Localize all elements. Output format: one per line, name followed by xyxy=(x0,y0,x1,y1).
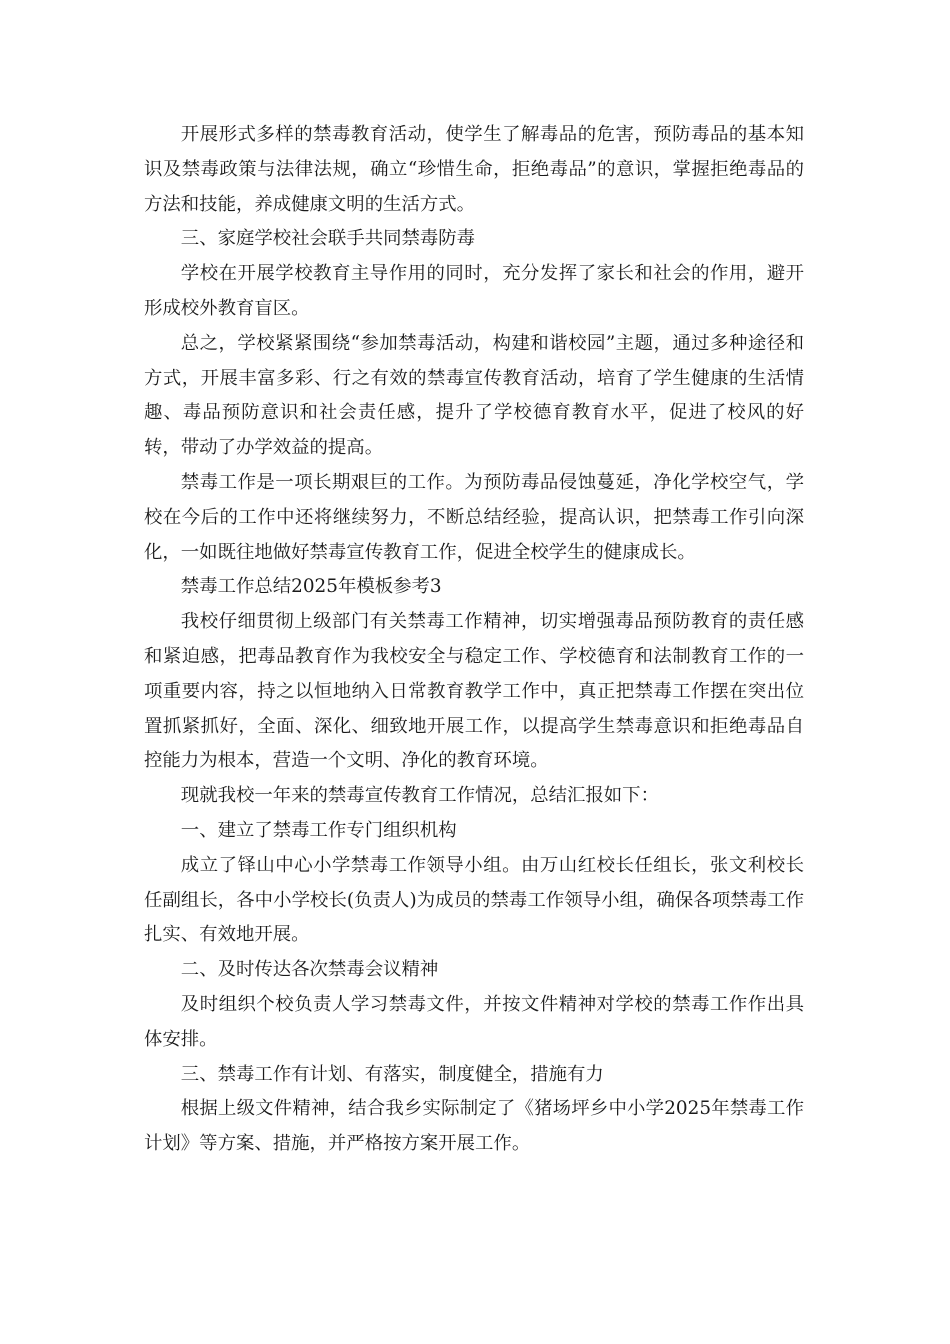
paragraph-report-intro: 现就我校一年来的禁毒宣传教育工作情况，总结汇报如下： xyxy=(180,785,659,807)
document-body xyxy=(144,118,804,1162)
heading-plans-measures: 三、禁毒工作有计划、有落实，制度健全，措施有力 xyxy=(180,1063,604,1085)
paragraph-long-term-work: 禁毒工作是一项长期艰巨的工作。为预防毒品侵蚀蔓延，净化学校空气，学校在今后的工作中还将继续努力，不断总结经验，提高认识，把禁毒工作引向深化，一如既往地做好禁毒宣传教育工作，促进全校学生的健康成长。 xyxy=(144,471,804,563)
heading-template-3: 禁毒工作总结2025年模板参考3 xyxy=(180,576,442,598)
paragraph-work-plan: 根据上级文件精神，结合我乡实际制定了《猪场坪乡中小学2025年禁毒工作计划》等方案、措施，并严格按方案开展工作。 xyxy=(144,1098,804,1155)
paragraph-implementation: 我校仔细贯彻上级部门有关禁毒工作精神，切实增强毒品预防教育的责任感和紧迫感，把毒品教育作为我校安全与稳定工作、学校德育和法制教育工作的一项重要内容，持之以恒地纳入日常教育教学工作中，真正把禁毒工作摆在突出位置抓紧抓好，全面、深化、细致地开展工作，以提高学生禁毒意识和拒绝毒品自控能力为根本，营造一个文明、净化的教育环境。 xyxy=(144,611,804,772)
heading-organization: 一、建立了禁毒工作专门组织机构 xyxy=(180,819,457,841)
paragraph-summary: 总之，学校紧紧围绕“参加禁毒活动，构建和谐校园”主题，通过多种途径和方式，开展丰富多彩、行之有效的禁毒宣传教育活动，培育了学生健康的生活情趣、毒品预防意识和社会责任感，提升了学校德育教育水平，促进了校风的好转，带动了办学效益的提高。 xyxy=(144,332,804,459)
paragraph-education-activities: 开展形式多样的禁毒教育活动，使学生了解毒品的危害，预防毒品的基本知识及禁毒政策与法律法规，确立“珍惜生命，拒绝毒品”的意识，掌握拒绝毒品的方法和技能，养成健康文明的生活方式。 xyxy=(144,124,804,215)
paragraph-parents-society: 学校在开展学校教育主导作用的同时，充分发挥了家长和社会的作用，避开形成校外教育盲区。 xyxy=(144,263,804,319)
paragraph-leadership-group: 成立了铎山中心小学禁毒工作领导小组。由万山红校长任组长，张文利校长任副组长，各中小学校长(负责人)为成员的禁毒工作领导小组，确保各项禁毒工作扎实、有效地开展。 xyxy=(144,854,804,946)
paragraph-study-documents: 及时组织个校负责人学习禁毒文件，并按文件精神对学校的禁毒工作作出具体安排。 xyxy=(144,993,804,1050)
heading-meeting-spirit: 二、及时传达各次禁毒会议精神 xyxy=(180,959,439,981)
heading-family-school-society: 三、家庭学校社会联手共同禁毒防毒 xyxy=(180,228,476,250)
